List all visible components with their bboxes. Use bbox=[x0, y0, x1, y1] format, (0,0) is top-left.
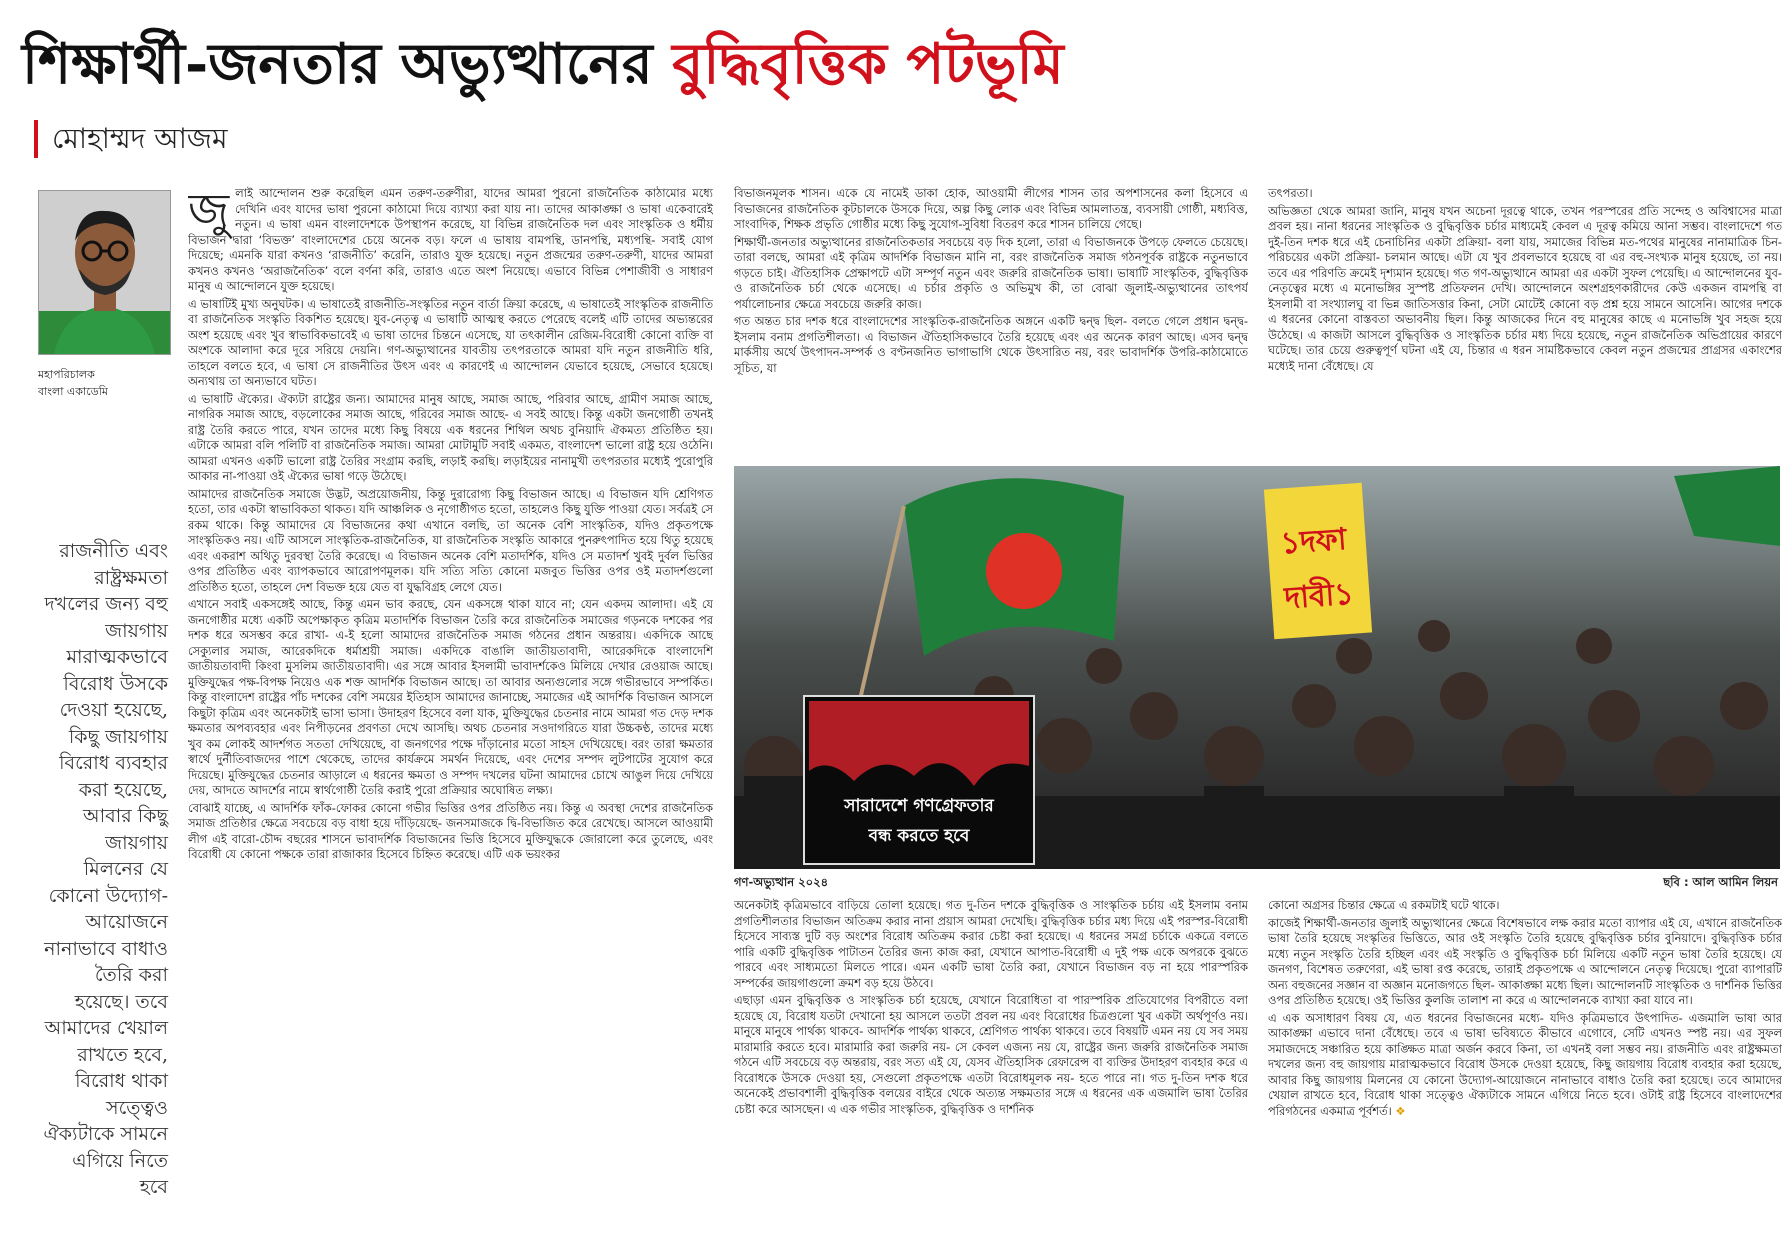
author-title-line-2: বাংলা একাডেমি bbox=[38, 385, 108, 398]
body-paragraph: গত অন্তত চার দশক ধরে বাংলাদেশের সাংস্কৃতিক-রাজনৈতিক অঙ্গনে একটি দ্বন্দ্ব ছিল- বলতে গেলে প্রধান দ্বন্দ্ব- ইসলাম বনাম প্রগতিশীলতা। এ বিভাজন ঐতিহাসিকভাবে তৈরি হয়েছে এবং এর অনেক কারণ আছে। এসব দ্বন্দ্ব মার্কসীয় অর্থে উৎপাদন-সম্পর্ক ও বণ্টনজনিত ভাগাভাগি থেকে উৎসারিত নয়, বরং ভাবাদর্শিক উপরি-কাঠামোতে সূচিত, যা bbox=[734, 314, 1248, 375]
body-column-2-bottom bbox=[734, 898, 1248, 1230]
protest-photo bbox=[734, 466, 1780, 869]
placard-text-line-2: দাবী১ bbox=[1283, 576, 1355, 617]
body-paragraph: এ ভাষাটিই মুখ্য অনুঘটক। এ ভাষাতেই রাজনীতি-সংস্কৃতির নতুন বার্তা ক্রিয়া করেছে, এ ভাষাতেই সাংস্কৃতিক রাজনীতি বা রাজনৈতিক সংস্কৃতি বিকশিত হয়েছে। যুব-নেতৃত্ব এ ভাষাটি আত্মস্থ করতে পেরেছে বলেই এটি তাদের অভ্যন্তরের অংশ হয়েছে এবং খুব স্বাভাবিকভাবেই এ ভাষা তাদের চিন্তনে এসেছে, যা তৎকালীন রেজিম-বিরোধী কোনো ব্যক্তি বা অংশকে আলাদা করে দূরে সরিয়ে দেয়নি। গণ-অভ্যুত্থানের যাবতীয় তৎপরতাকে আমরা যদি নতুন রাজনীতি ধরি, তাহলে বলতে হবে, এ ভাষা সে রাজনীতির উৎস এবং এ কারণেই এ আন্দোলন যেভাবে হয়েছে, সেভাবে হয়েছে। অন্যথায় তা অন্যভাবে ঘটত। bbox=[188, 296, 713, 388]
drop-cap: জু bbox=[188, 186, 230, 237]
photo-caption: গণ-অভ্যুত্থান ২০২৪ bbox=[734, 875, 829, 889]
body-paragraph: বোঝাই যাচ্ছে, এ আদর্শিক ফাঁক-ফোকর কোনো গভীর ভিত্তির ওপর প্রতিষ্ঠিত নয়। কিন্তু এ অবস্থা দেশের রাজনৈতিক সমাজ প্রতিষ্ঠার ক্ষেত্রে সবচেয়ে বড় বাধা হয়ে দাঁড়িয়েছে- জনসমাজকে দ্বি-বিভাজিত করে রেখেছে। আসলে আওয়ামী লীগ এই বারো-চৌদ্দ বছরের শাসনে ভাবাদর্শিক বিভাজনের ভিত্তি হিসেবে মুক্তিযুদ্ধকে জোরালো করে তুলেছে, এবং বিরোধী যে কোনো পক্ষকে তারা রাজাকার হিসেবে চিহ্নিত করেছে। এটি এক ভয়ংকর bbox=[188, 800, 713, 861]
body-column-3-bottom bbox=[1268, 898, 1782, 1230]
body-paragraph: বিভাজনমূলক শাসন। একে যে নামেই ডাকা হোক, আওয়ামী লীগের শাসন তার অপশাসনের কলা হিসেবে এ বিভাজনের রাজনৈতিক কূটচালকে উসকে দিয়ে, অল্প কিছু লোক এবং বিভিন্ন আমলাতন্ত্র, ব্যবসায়ী গোষ্ঠী, মধ্যবিত্ত, সাংবাদিক, শিক্ষক প্রভৃতি গোষ্ঠীর মধ্যে কিছু সুযোগ-সুবিধা বিতরণ করে শাসন চালিয়ে গেছে। bbox=[734, 186, 1248, 231]
article-headline bbox=[22, 31, 1064, 97]
placard-text-line-1: ১দফা bbox=[1279, 522, 1348, 562]
body-column-2-top bbox=[734, 186, 1248, 454]
author-designation bbox=[38, 366, 108, 400]
opening-paragraph: লাই আন্দোলন শুরু করেছিল এমন তরুণ-তরুণীরা, যাদের আমরা পুরনো রাজনৈতিক কাঠামোর মধ্যে দেখিনি এবং যাদের ভাষা পুরনো কাঠামো দিয়ে ব্যাখ্যা করা যায় না। তাদের আকাঙ্ক্ষা ও ভাষা একেবারেই নতুন। এ ভাষা এমন বাংলাদেশকে উপস্থাপন করেছে, যা বিভিন্ন রাজনৈতিক দল এবং সাংস্কৃতিক ও ধর্মীয় বিভাজন দ্বারা ‘বিভক্ত’ বাংলাদেশের চেয়ে অনেক বড়। ফলে এ ভাষায় বামপন্থি, ডানপন্থি, মধ্যপন্থি- সবাই যোগ দিয়েছে; এমনকি যারা কখনও ‘রাজনীতি’ করেনি, তারাও যুক্ত হয়েছে। নতুন প্রজন্মের তরুণ-তরুণী, যাদের আমরা কখনও কখনও ‘অরাজনৈতিক’ বলে বর্ণনা করি, তারাও এতে অংশ নিয়েছে। এভাবে বিভিন্ন পেশাজীবী ও সাধারণ মানুষ এ আন্দোলনে যুক্ত হয়েছে। bbox=[188, 186, 713, 293]
author-photo bbox=[38, 190, 171, 355]
author-portrait-illustration bbox=[39, 191, 170, 354]
body-paragraph bbox=[188, 186, 713, 295]
pull-quote: রাজনীতি এবং রাষ্ট্রক্ষমতা দখলের জন্য বহু জায়গায় মারাত্মকভাবে বিরোধ উসকে দেওয়া হয়েছে, কিছু জায়গায় বিরোধ ব্যবহার করা হয়েছে, আবার কিছু জায়গায় মিলনের যে কোনো উদ্যোগ-আয়োজনে নানাভাবে বাধাও তৈরি করা হয়েছে। তবে আমাদের খেয়াল রাখতে হবে, বিরোধ থাকা সত্ত্বেও ঐক্যটাকে সামনে এগিয়ে নিতে হবে bbox=[43, 540, 168, 1198]
end-mark-icon: ❖ bbox=[1395, 1103, 1406, 1118]
body-paragraph bbox=[1268, 1011, 1782, 1120]
body-paragraph: কোনো অগ্রসর চিন্তার ক্ষেত্রে এ রকমটাই ঘটে থাকে। bbox=[1268, 898, 1500, 912]
body-paragraph: অভিজ্ঞতা থেকে আমরা জানি, মানুষ যখন অচেনা দূরত্বে থাকে, তখন পরস্পরের প্রতি সন্দেহ ও অবিশ্বাসের মাত্রা প্রবল হয়। নানা ধরনের সাংস্কৃতিক ও বুদ্ধিবৃত্তিক চর্চার মাধ্যমেই কেবল এ দূরত্ব কমিয়ে আনা সম্ভব। বাংলাদেশে গত দুই-তিন দশক ধরে এই চেনাচিনির একটা প্রক্রিয়া- বলা যায়, সমাজের বিভিন্ন মত-পথের মানুষের নানামাত্রিক চিন-পরিচয়ের একটা প্রক্রিয়া- চলমান আছে। এটা যে খুব প্রবলভাবে হয়েছে বা এর বহু-সংখ্যক মানুষ হয়েছে, তা নয়। তবে এর পরিণতি ক্রমেই দৃশ্যমান হয়েছে। গত গণ-অভ্যুত্থানে আমরা এর একটা সুফল পেয়েছি। এ আন্দোলনের যুব-নেতৃত্বের মধ্যে এ মনোভঙ্গির সুস্পষ্ট প্রতিফলন দেখি। আন্দোলনে অংশগ্রহণকারীদের কেউ একজন বামপন্থি বা ইসলামী বা সংখ্যালঘু বা ভিন্ন জাতিসত্তার কিনা, সেটা মোটেই কোনো বড় প্রশ্ন হয়ে সামনে আসেনি। আগের দশকে এ ধরনের কোনো বাস্তবতা অভাবনীয় ছিল। কিন্তু আজকের দিনে বহু মানুষের কাছে এ মনোভঙ্গি খুব সহজ হয়ে উঠেছে। এ কাজটা আসলে বুদ্ধিবৃত্তিক ও সাংস্কৃতিক চর্চার মধ্য দিয়ে হয়েছে, নতুন রাজনৈতিক অভিপ্রায়ের কারণে ঘটেছে। তার চেয়ে গুরুত্বপূর্ণ ঘটনা এই যে, চিন্তার এ ধরন সামষ্টিকভাবে কেবল নতুন প্রজন্মের প্রাগ্রসর একাংশের মধ্যেই দানা বেঁধেছে। যে bbox=[1268, 203, 1782, 373]
body-paragraph: কাজেই শিক্ষার্থী-জনতার জুলাই অভ্যুত্থানের ক্ষেত্রে বিশেষভাবে লক্ষ করার মতো ব্যাপার এই যে, এখানে রাজনৈতিক ভাষা তৈরি হয়েছে সংস্কৃতির ভিত্তিতে, আর ওই সংস্কৃতি তৈরি হয়েছে বুদ্ধিবৃত্তিক চর্চার বুনিয়াদে। বুদ্ধিবৃত্তিক চর্চার মধ্যে নতুন সংস্কৃতি তৈরি হচ্ছিল এবং এই সংস্কৃতি ও বুদ্ধিবৃত্তিক চর্চা মিলিয়ে একটি নতুন ভাষা তৈরি হয়েছে। যে জনগণ, বিশেষত তরুণেরা, এই ভাষা রপ্ত করেছে, তারাই প্রকৃতপক্ষে এ আন্দোলনে নেতৃত্ব দিয়েছে। পুরো ব্যাপারটি অন্য বহুজনের সজ্ঞান বা অজ্ঞান মনোজগতে ছিল- আকাঙ্ক্ষা মধ্যে ছিল। আন্দোলনটি সাংস্কৃতিক ও দার্শনিক ভিত্তির ওপর প্রতিষ্ঠিত হয়েছে। ওই ভিত্তির কুলজি তালাশ না করে এ আন্দোলনকে ব্যাখ্যা করা যাবে না। bbox=[1268, 915, 1782, 1007]
banner-text-line-1: সারাদেশে গণগ্রেফতার bbox=[844, 796, 994, 816]
photo-credit: ছবি : আল আমিন লিয়ন bbox=[1663, 875, 1778, 889]
author-title-line-1: মহাপরিচালক bbox=[38, 368, 95, 381]
body-paragraph: শিক্ষার্থী-জনতার অভ্যুত্থানের রাজনৈতিকতার সবচেয়ে বড় দিক হলো, তারা এ বিভাজনকে উপড়ে ফেলতে চেয়েছে। তারা বলছে, আমরা এই কৃত্রিম আদর্শিক বিভাজন মানি না, বরং রাজনৈতিক সমাজ গঠনপূর্বক রাষ্ট্রকে নতুনভাবে গড়তে চাই। ঐতিহাসিক প্রেক্ষাপটে এটা সম্পূর্ণ নতুন এবং জরুরি রাজনৈতিক ভাষা। ভাষাটি সাংস্কৃতিক, বুদ্ধিবৃত্তিক ও রাজনৈতিক চর্চা থেকে এসেছে। এ চর্চার প্রকৃতি ও অভিমুখ কী, তা বোঝা জুলাই-অভ্যুত্থানের তাৎপর্য পর্যালোচনার ক্ষেত্রে সবচেয়ে জরুরি কাজ। bbox=[734, 234, 1248, 311]
body-paragraph: তৎপরতা। bbox=[1268, 186, 1313, 200]
closing-paragraph-text: এ এক অসাধারণ বিষয় যে, এত ধরনের বিভাজনের মধ্যে- যদিও কৃত্রিমভাবে উৎপাদিত- এজমালি ভাষা আর আকাঙ্ক্ষা এভাবে দানা বেঁধেছে। তবে এ ভাষা ভবিষ্যতে কীভাবে এগোবে, সেটি এখনও স্পষ্ট নয়। এর সুফল সমাজদেহে সঞ্চারিত হয়ে কাঙ্ক্ষিত মাত্রা অর্জন করবে কিনা, তা এখনই বলা সম্ভব নয়। রাজনীতি এবং রাষ্ট্রক্ষমতা দখলের জন্য বহু জায়গায় মারাত্মকভাবে বিরোধ উসকে দেওয়া হয়েছে, কিছু জায়গায় বিরোধ ব্যবহার করা হয়েছে, আবার কিছু জায়গায় মিলনের যে কোনো উদ্যোগ-আয়োজনে নানাভাবে বাধাও তৈরি করা হয়েছে। তবে আমাদের খেয়াল রাখতে হবে, বিরোধ থাকা সত্ত্বেও ঐক্যটাকে সামনে এগিয়ে নিতে হবে। ওটাই রাষ্ট্র হিসেবে বাংলাদেশের পরিগঠনের একমাত্র পূর্বশর্ত। bbox=[1268, 1010, 1782, 1118]
headline-part-red: বুদ্ধিবৃত্তিক পটভূমি bbox=[672, 31, 1064, 97]
body-paragraph: অনেকটাই কৃত্রিমভাবে বাড়িয়ে তোলা হয়েছে। গত দু-তিন দশকে বুদ্ধিবৃত্তিক ও সাংস্কৃতিক চর্চায় এই ইসলাম বনাম প্রগতিশীলতার বিভাজন অতিক্রম করার নানা প্রয়াস আমরা দেখেছি। বুদ্ধিবৃত্তিক চর্চার মধ্য দিয়ে এই পরস্পর-বিরোধী হিসেবে সাব্যস্ত দুটি বড় অংশের বিরোধ অতিক্রম করার চেষ্টা করা হয়েছে। এ ধরনের সমগ্র চর্চাকে একত্রে বলতে পারি একটি বুদ্ধিবৃত্তিক পাটাতন তৈরির জন্য কাজ করা, যেখানে আপাত-বিরোধী এ দুই পক্ষ একে অপরকে বুঝতে পারবে এবং সাধ্যমতো মিলতে পারে। এমন একটি ভাষা তৈরি করা, যেখানে বিভাজন বড় না হয়ে পারস্পরিক সম্পর্কের জায়গাগুলো ক্রমশ বড় হয়ে উঠবে। bbox=[734, 898, 1248, 990]
banner-text-line-2: বন্ধ করতে হবে bbox=[868, 826, 970, 846]
body-paragraph: এছাড়া এমন বুদ্ধিবৃত্তিক ও সাংস্কৃতিক চর্চা হয়েছে, যেখানে বিরোধিতা বা পারস্পরিক প্রতিযোগের বিপরীতে বলা হয়েছে যে, বিরোধ যতটা দেখানো হয় আসলে ততটা প্রবল নয় এবং বিরোধের চিত্রগুলো খুব একটা অর্থপূর্ণও নয়। মানুষে মানুষে পার্থক্য থাকবে- আদর্শিক পার্থক্য থাকবে, শ্রেণিগত পার্থক্য থাকবে। তবে বিষয়টি এমন নয় যে সব সময় মারামারি করতে হবে। মারামারি করা জরুরি নয়- সে কেবল এজন্য নয় যে, রাষ্ট্রের জন্য জরুরি রাজনৈতিক সমাজ গঠনে এটি সবচেয়ে বড় অন্তরায়, বরং সত্য এই যে, যেসব ঐতিহাসিক রেফারেন্স বা ব্যক্তির উদাহরণ ব্যবহার করে এ বিরোধকে উসকে দেওয়া হয়, সেগুলো প্রকৃতপক্ষে এতটা বিরোধমূলক নয়- হতে পারে না। গত দু-তিন দশক ধরে অনেকেই প্রভাবশালী বুদ্ধিবৃত্তিক বলয়ের বাইরে থেকে অত্যন্ত সক্ষমতার সঙ্গে এ ধরনের এক এজমালি ভাষা তৈরির চেষ্টা করে আসছেন। এ এক গভীর সাংস্কৃতিক, বুদ্ধিবৃত্তিক ও দার্শনিক bbox=[734, 993, 1248, 1116]
body-column-1 bbox=[188, 186, 713, 1231]
body-paragraph: আমাদের রাজনৈতিক সমাজে উদ্ভট, অপ্রয়োজনীয়, কিন্তু দুরারোগ্য কিছু বিভাজন আছে। এ বিভাজন যদি শ্রেণিগত হতো, তার একটা স্বাভাবিকতা থাকত। যদি আঞ্চলিক ও নৃগোষ্ঠীগত হতো, তাহলেও কিছু যুক্তি পাওয়া যেত। সর্বত্রই সে রকম থাকে। কিন্তু আমাদের যে বিভাজনের কথা এখানে বলছি, তা অনেক বেশি সাংস্কৃতিক, যদিও প্রকৃতপক্ষে সাংস্কৃতিকও নয়। এটি আসলে সাংস্কৃতিক-রাজনৈতিক, যা রাজনৈতিক সংস্কৃতি আকারে পুনরুৎপাদিত হয়ে থিতু হয়েছে এবং একরাশ অথিতু দুরবস্থা তৈরি করেছে। এ বিভাজন অনেক বেশি মতাদর্শিক, যদিও সে মতাদর্শ খুবই দুর্বল ভিত্তির ওপর প্রতিষ্ঠিত এবং ব্যাপকভাবে আরোপণমূলক। যদি সত্যি সত্যি কোনো মজবুত ভিত্তির ওপর ওই মতাদর্শগুলো প্রতিষ্ঠিত হতো, তাহলে দেশ বিভক্ত হয়ে যেত বা যুদ্ধবিগ্রহ লেগে যেত। bbox=[188, 486, 713, 594]
body-column-3-top bbox=[1268, 186, 1782, 454]
body-paragraph: এ ভাষাটি ঐক্যের। ঐক্যটা রাষ্ট্রের জন্য। আমাদের মানুষ আছে, সমাজ আছে, পরিবার আছে, গ্রামীণ সমাজ আছে, নাগরিক সমাজ আছে, বড়লোকের সমাজ আছে, গরিবের সমাজ আছে- এ সবই আছে। কিন্তু একটা জনগোষ্ঠী তখনই রাষ্ট্র তৈরি করতে পারে, যখন তাদের মধ্যে কিছু বিষয়ে এক ধরনের শিথিল অথচ বুনিয়াদি ঐকমত্য প্রতিষ্ঠিত হয়। এটাকে আমরা বলি পলিটি বা রাজনৈতিক সমাজ। আমরা মোটামুটি সবাই একমত, বাংলাদেশ ভালো রাষ্ট্র হয়ে ওঠেনি। আমরা এখনও একটি ভালো রাষ্ট্র তৈরির সংগ্রাম করছি, লড়াই করছি। লড়াইয়ের নানামুখী তৎপরতার মধ্যেই পুরোপুরি আকার না-পাওয়া ওই ঐক্যের ভাষা গড়ে উঠেছে। bbox=[188, 391, 713, 483]
body-paragraph: এখানে সবাই একসঙ্গেই আছে, কিন্তু এমন ভাব করছে, যেন একসঙ্গে থাকা যাবে না; যেন একদম আলাদা। এই যে জনগোষ্ঠীর মধ্যে একটি অপেক্ষাকৃত কৃত্রিম মতাদর্শিক বিভাজন তৈরি করে রাজনৈতিক সমাজের গড়নকে দশকের পর দশক ধরে অসম্ভব করে রাখা- এ-ই হলো আমাদের রাজনৈতিক সমাজ গঠনের প্রধান অন্তরায়। একদিকে আছে সেক্যুলার সমাজ, আরেকদিকে ধর্মাশ্রয়ী সমাজ। একদিকে বাঙালি জাতীয়তাবাদী, আরেকদিকে বাংলাদেশি জাতীয়তাবাদী কিংবা মুসলিম জাতীয়তাবাদী। এর সঙ্গে আবার ইসলামী ভাবাদর্শকেও মিলিয়ে দেখার রেওয়াজ আছে। মুক্তিযুদ্ধের পক্ষ-বিপক্ষ নিয়েও এক শক্ত আদর্শিক বিভাজন আছে। তা আবার অন্যগুলোর সঙ্গে গভীরভাবে সম্পর্কিত। কিন্তু বাংলাদেশ রাষ্ট্রের পাঁচ দশকের বেশি সময়ের ইতিহাস আমাদের জানাচ্ছে, সমাজের এই আদর্শিক বিভাজন আসলে কিছুটা কৃত্রিম এবং অনেকটাই ভাসা ভাসা। উদাহরণ হিসেবে বলা যাক, মুক্তিযুদ্ধের চেতনার নামে আমরা গত দেড় দশক ক্ষমতার অপব্যবহার এবং নিপীড়নের প্রবণতা দেখে আসছি। অথচ চেতনার সওদাগরিতে যারা উচ্চকণ্ঠ, তাদের মধ্যে খুব কম লোকই আদর্শগত সততা দেখিয়েছে, বা জনগণের পক্ষে দাঁড়ানোর মতো সাহস দেখিয়েছে। বরং তারা ক্ষমতার স্বার্থে দুর্নীতিবাজদের পাশে থেকেছে, তাদের কার্যক্রমে সমর্থন দিয়েছে, এবং দেশের সম্পদ লুটপাটের সুযোগ করে দিয়েছে। মুক্তিযুদ্ধের চেতনার আড়ালে এ ধরনের ক্ষমতা ও সম্পদ দখলের ঘটনা আমাদের চোখে আঙুল দিয়ে দেখিয়ে দেয়, আদতে আদর্শের নামে স্বার্থগোষ্ঠী তৈরি করাই পুরো প্রক্রিয়ার অঘোষিত লক্ষ্য। bbox=[188, 597, 713, 797]
headline-part-black: শিক্ষার্থী-জনতার অভ্যুত্থানের bbox=[22, 31, 653, 97]
author-byline: মোহাম্মদ আজম bbox=[34, 120, 228, 158]
protest-crowd-illustration bbox=[734, 466, 1780, 869]
